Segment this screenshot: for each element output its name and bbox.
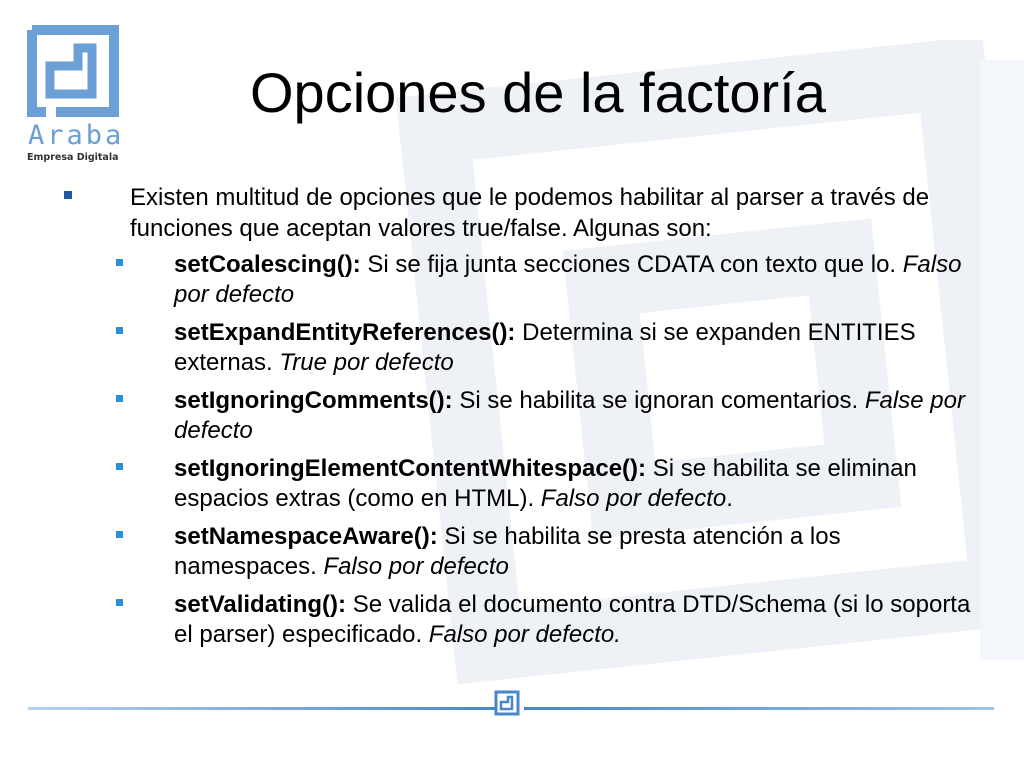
- option-name: setExpandEntityReferences():: [174, 319, 516, 346]
- option-default: Falso por defecto.: [428, 621, 621, 648]
- option-name: setNamespaceAware():: [174, 523, 438, 550]
- square-bullet-icon: [116, 259, 123, 266]
- option-name: setIgnoringComments():: [174, 387, 453, 414]
- square-bullet-icon: [116, 395, 123, 402]
- option-description: Si se fija junta secciones CDATA con texto que lo.: [360, 251, 903, 278]
- option-default: True por defecto: [279, 349, 454, 376]
- square-bullet-icon: [116, 531, 123, 538]
- option-default: False por defecto: [174, 387, 965, 444]
- option-default: Falso por defecto: [540, 485, 727, 512]
- option-description: Determina si se expanden ENTITIES externas.: [174, 319, 916, 376]
- logo-name: Araba: [28, 120, 125, 151]
- option-default: Falso por defecto: [323, 553, 509, 580]
- main-bullet: [0, 182, 970, 244]
- footer-rule-right: [524, 707, 994, 710]
- option-description: Si se habilita se presta atención a los namespaces.: [174, 523, 841, 580]
- option-suffix: .: [726, 485, 733, 512]
- option-default: Falso por defecto: [174, 251, 962, 308]
- option-name: setIgnoringElementContentWhitespace():: [174, 455, 647, 482]
- option-description: Si se habilita se ignoran comentarios.: [452, 387, 865, 414]
- slide-content: [0, 182, 1024, 658]
- logo-tagline: Empresa Digitala: [27, 152, 119, 163]
- araba-small-logo-icon: [494, 690, 520, 716]
- list-item: [0, 250, 974, 310]
- list-item: [0, 590, 974, 650]
- list-item: [0, 454, 974, 514]
- square-bullet-icon: [116, 463, 123, 470]
- list-item: [0, 318, 974, 378]
- options-list: [0, 250, 1024, 650]
- square-bullet-icon: [116, 327, 123, 334]
- square-bullet-icon: [116, 599, 123, 606]
- option-name: setCoalescing():: [174, 251, 361, 278]
- main-bullet-text: Existen multitud de opciones que le podemos habilitar al parser a través de funciones que aceptan valores true/false. Algunas son:: [130, 184, 930, 242]
- option-description: Se valida el documento contra DTD/Schema (si lo soporta el parser) especificado.: [174, 591, 971, 648]
- araba-logo: [24, 22, 124, 167]
- list-item: [0, 522, 974, 582]
- list-item: [0, 386, 974, 446]
- option-name: setValidating():: [174, 591, 347, 618]
- footer-rule-left: [28, 707, 496, 710]
- option-description: Si se habilita se eliminan espacios extras (como en HTML).: [174, 455, 917, 512]
- araba-logo-icon: [26, 24, 120, 118]
- slide-title: Opciones de la factoría: [250, 61, 826, 124]
- square-bullet-icon: [64, 191, 72, 199]
